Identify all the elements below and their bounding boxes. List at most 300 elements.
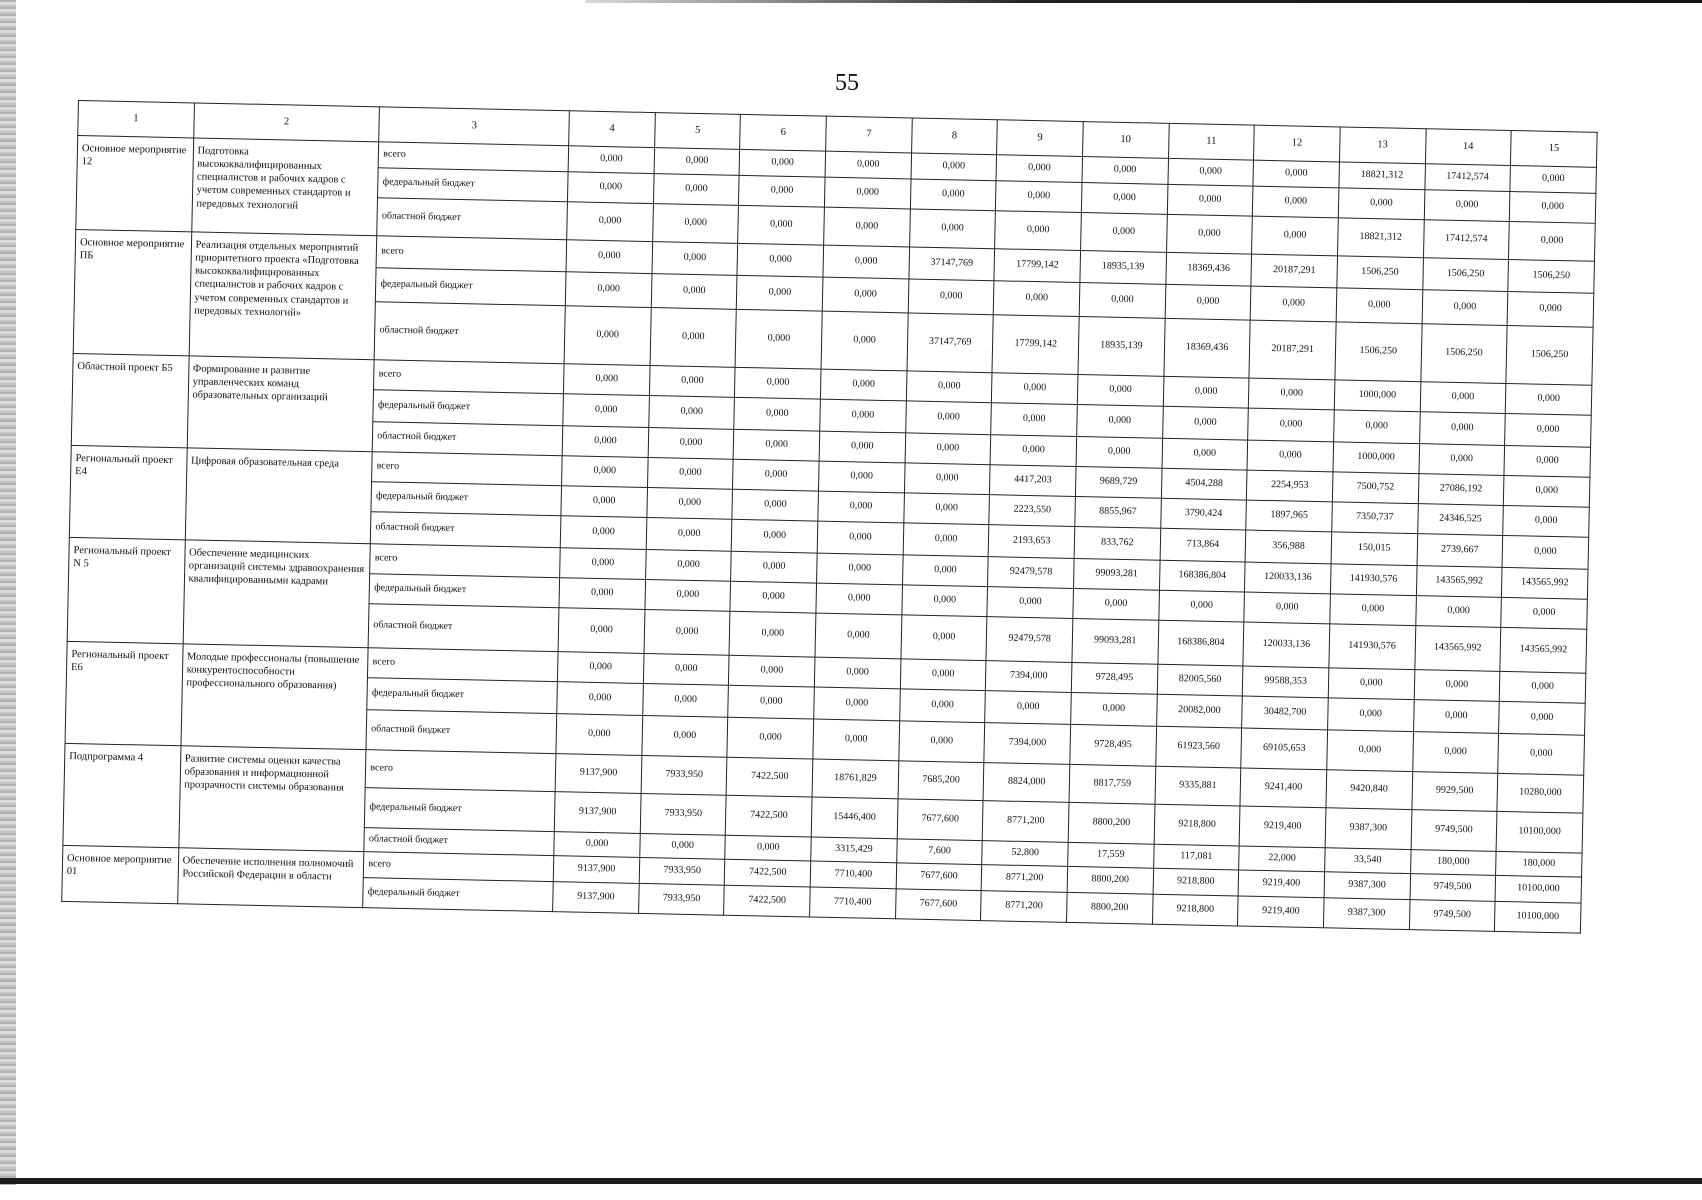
value-cell: 0,000 [1249, 378, 1335, 410]
value-cell: 0,000 [560, 516, 646, 550]
column-header-4: 4 [569, 111, 655, 148]
table-body [62, 136, 1597, 934]
value-cell: 17412,574 [1423, 220, 1509, 260]
value-cell: 27086,192 [1418, 474, 1504, 506]
value-cell: 141930,576 [1330, 564, 1416, 596]
value-cell: 0,000 [554, 832, 640, 858]
value-cell: 0,000 [818, 491, 904, 523]
column-header-6: 6 [740, 114, 826, 151]
value-cell: 0,000 [556, 714, 642, 756]
value-cell: 18369,436 [1164, 318, 1251, 378]
value-cell: 8771,200 [982, 865, 1068, 893]
column-header-14: 14 [1425, 129, 1511, 166]
item-type-cell: Основное мероприятие 12 [76, 136, 194, 232]
value-cell: 37147,769 [907, 313, 994, 373]
value-cell: 30482,700 [1242, 696, 1328, 730]
value-cell: 82005,560 [1157, 664, 1243, 696]
value-cell: 18935,139 [1080, 251, 1166, 285]
value-cell: 0,000 [564, 306, 651, 366]
value-cell: 15446,400 [811, 797, 897, 839]
value-cell: 0,000 [1413, 700, 1499, 734]
value-cell: 0,000 [1330, 594, 1416, 626]
value-cell: 7422,500 [724, 885, 810, 917]
value-cell: 0,000 [1327, 730, 1413, 772]
value-cell: 0,000 [1328, 698, 1414, 732]
value-cell: 0,000 [1510, 166, 1596, 194]
value-cell: 0,000 [1334, 410, 1420, 444]
column-header-12: 12 [1254, 125, 1340, 162]
value-cell: 99093,281 [1072, 618, 1159, 664]
value-cell: 8800,200 [1067, 892, 1153, 924]
value-cell: 0,000 [557, 682, 643, 716]
document-sheet [58, 100, 1598, 1082]
value-cell: 0,000 [1338, 188, 1424, 220]
value-cell: 0,000 [1420, 382, 1506, 414]
value-cell: 20082,000 [1156, 694, 1242, 728]
value-cell: 143565,992 [1500, 627, 1587, 673]
value-cell: 0,000 [652, 242, 738, 276]
value-cell: 9137,900 [553, 856, 639, 884]
value-cell: 9749,500 [1409, 900, 1495, 932]
value-cell: 52,800 [982, 841, 1068, 867]
value-cell: 9218,800 [1152, 894, 1238, 926]
value-cell: 0,000 [994, 281, 1080, 317]
value-cell: 18935,139 [1078, 317, 1165, 377]
value-cell: 0,000 [902, 555, 988, 587]
value-cell: 9387,300 [1325, 808, 1411, 850]
item-type-cell: Подпрограмма 4 [63, 743, 181, 847]
column-header-5: 5 [654, 113, 740, 150]
value-cell: 0,000 [645, 549, 731, 581]
value-cell: 0,000 [910, 179, 996, 211]
funding-source-cell: федеральный бюджет [371, 482, 561, 516]
value-cell: 9218,800 [1154, 804, 1240, 846]
value-cell: 0,000 [1250, 286, 1336, 322]
item-description-cell: Обеспечение медицинских организаций системы здравоохранения квалифицированными кадрами [183, 540, 371, 648]
value-cell: 0,000 [729, 655, 815, 687]
value-cell: 1506,250 [1422, 258, 1508, 292]
value-cell: 7677,600 [896, 863, 982, 891]
value-cell: 1506,250 [1337, 256, 1423, 290]
value-cell: 0,000 [565, 272, 651, 308]
value-cell: 0,000 [648, 428, 734, 460]
value-cell: 2193,653 [989, 525, 1075, 559]
value-cell: 0,000 [1505, 383, 1591, 415]
value-cell: 7500,752 [1332, 472, 1418, 504]
value-cell: 0,000 [820, 369, 906, 401]
value-cell: 7933,950 [639, 857, 725, 885]
value-cell: 18369,436 [1166, 252, 1252, 286]
value-cell: 0,000 [645, 579, 731, 611]
value-cell: 0,000 [1158, 590, 1244, 622]
value-cell: 0,000 [732, 519, 818, 553]
value-cell: 33,540 [1325, 848, 1411, 874]
value-cell: 120033,136 [1245, 562, 1331, 594]
value-cell: 0,000 [737, 243, 823, 277]
value-cell: 0,000 [643, 683, 729, 717]
value-cell: 833,762 [1074, 526, 1160, 560]
value-cell: 0,000 [568, 172, 654, 204]
value-cell: 0,000 [1244, 592, 1330, 624]
value-cell: 0,000 [734, 397, 820, 431]
value-cell: 24346,525 [1417, 504, 1503, 536]
value-cell: 9420,840 [1326, 770, 1412, 810]
value-cell: 0,000 [652, 204, 738, 244]
column-header-10: 10 [1083, 122, 1169, 159]
value-cell: 0,000 [1509, 192, 1595, 224]
value-cell: 17412,574 [1424, 164, 1510, 192]
value-cell: 0,000 [825, 177, 911, 209]
funding-source-cell: областной бюджет [374, 302, 565, 364]
column-header-11: 11 [1168, 123, 1254, 160]
value-cell: 9219,400 [1238, 870, 1324, 898]
value-cell: 120033,136 [1243, 622, 1330, 668]
value-cell: 0,000 [646, 518, 732, 552]
value-cell: 0,000 [819, 431, 905, 463]
value-cell: 0,000 [647, 458, 733, 490]
value-cell: 10280,000 [1497, 773, 1584, 813]
value-cell: 9241,400 [1240, 768, 1326, 808]
value-cell: 9749,500 [1410, 874, 1496, 902]
value-cell: 0,000 [1081, 183, 1167, 215]
value-cell: 9137,900 [553, 882, 639, 914]
value-cell: 0,000 [1162, 406, 1248, 440]
item-type-cell: Региональный проект N 5 [67, 537, 185, 643]
value-cell: 0,000 [1509, 222, 1596, 262]
value-cell: 0,000 [911, 153, 997, 181]
value-cell: 0,000 [1168, 158, 1254, 186]
value-cell: 7394,000 [986, 661, 1072, 693]
value-cell: 0,000 [996, 181, 1082, 213]
value-cell: 0,000 [987, 587, 1073, 619]
value-cell: 20187,291 [1251, 254, 1337, 288]
value-cell: 0,000 [992, 373, 1078, 405]
value-cell: 99093,281 [1074, 558, 1160, 590]
value-cell: 1506,250 [1506, 325, 1593, 385]
value-cell: 117,081 [1153, 844, 1239, 870]
value-cell: 0,000 [738, 205, 824, 245]
value-cell: 713,864 [1160, 528, 1246, 562]
value-cell: 0,000 [900, 659, 986, 691]
funding-source-cell: федеральный бюджет [367, 678, 558, 714]
value-cell: 0,000 [904, 493, 990, 525]
item-description-cell: Цифровая образовательная среда [185, 448, 373, 544]
column-header-7: 7 [826, 116, 912, 153]
value-cell: 0,000 [904, 463, 990, 495]
column-header-15: 15 [1511, 131, 1597, 168]
value-cell: 0,000 [649, 396, 735, 430]
value-cell: 0,000 [906, 371, 992, 403]
value-cell: 8800,200 [1067, 866, 1153, 894]
value-cell: 0,000 [902, 585, 988, 617]
value-cell: 0,000 [1253, 186, 1339, 218]
funding-source-cell: федеральный бюджет [378, 168, 568, 202]
value-cell: 7,600 [896, 839, 982, 865]
value-cell: 0,000 [908, 279, 994, 315]
funding-source-cell: всего [364, 852, 554, 882]
value-cell: 0,000 [649, 366, 735, 398]
value-cell: 0,000 [985, 691, 1071, 725]
value-cell: 0,000 [654, 148, 740, 176]
value-cell: 0,000 [1077, 375, 1163, 407]
value-cell: 9689,729 [1075, 466, 1161, 498]
value-cell: 0,000 [642, 715, 728, 757]
value-cell: 0,000 [739, 175, 825, 207]
value-cell: 9929,500 [1412, 772, 1498, 812]
value-cell: 0,000 [566, 240, 652, 274]
value-cell: 0,000 [1505, 413, 1591, 447]
value-cell: 2254,953 [1247, 470, 1333, 502]
value-cell: 0,000 [651, 274, 737, 310]
value-cell: 9219,400 [1239, 806, 1325, 848]
funding-source-cell: областной бюджет [372, 422, 562, 456]
value-cell: 8771,200 [983, 801, 1069, 843]
item-description-cell: Молодые профессионалы (повышение конкурентоспособности профессионального образования) [181, 644, 369, 750]
value-cell: 9728,495 [1071, 662, 1157, 694]
item-type-cell: Региональный проект Е4 [69, 445, 186, 539]
value-cell: 92479,578 [988, 557, 1074, 589]
funding-source-cell: областной бюджет [368, 604, 559, 652]
value-cell: 2739,667 [1417, 534, 1503, 568]
value-cell: 0,000 [817, 521, 903, 555]
value-cell: 0,000 [1082, 157, 1168, 185]
item-type-cell: Областной проект Б5 [71, 353, 188, 447]
value-cell: 9387,300 [1324, 872, 1410, 900]
funding-source-cell: всего [372, 452, 562, 486]
value-cell: 0,000 [996, 155, 1082, 183]
value-cell: 8817,759 [1069, 764, 1155, 804]
value-cell: 0,000 [643, 653, 729, 685]
value-cell: 1000,000 [1333, 442, 1419, 474]
value-cell: 10100,000 [1495, 901, 1581, 933]
value-cell: 37147,769 [909, 247, 995, 281]
value-cell: 4504,288 [1161, 468, 1247, 500]
value-cell: 0,000 [1498, 733, 1585, 775]
value-cell: 1897,965 [1246, 500, 1332, 532]
value-cell: 0,000 [824, 207, 910, 247]
value-cell: 0,000 [822, 277, 908, 313]
value-cell: 0,000 [1166, 214, 1252, 254]
column-header-1: 1 [78, 101, 194, 138]
value-cell: 141930,576 [1329, 624, 1416, 670]
value-cell: 9137,900 [555, 754, 641, 794]
value-cell: 0,000 [1504, 475, 1590, 507]
value-cell: 0,000 [814, 687, 900, 721]
value-cell: 17799,142 [992, 315, 1079, 375]
value-cell: 0,000 [821, 311, 908, 371]
value-cell: 0,000 [1503, 505, 1589, 537]
item-description-cell: Реализация отдельных мероприятий приоритетного проекта «Подготовка высококвалифицированных специалистов и рабочих кадров с учетом современных стандартов и передовых технологий» [189, 232, 377, 360]
value-cell: 0,000 [813, 719, 899, 761]
value-cell: 92479,578 [986, 617, 1073, 663]
value-cell: 7685,200 [898, 761, 984, 801]
value-cell: 0,000 [737, 275, 823, 311]
funding-source-cell: федеральный бюджет [373, 390, 564, 426]
item-type-cell: Основное мероприятие ПБ [73, 229, 191, 355]
value-cell: 7710,400 [810, 861, 896, 889]
value-cell: 0,000 [1419, 444, 1505, 476]
value-cell: 10100,000 [1496, 811, 1583, 853]
value-cell: 8855,967 [1075, 496, 1161, 528]
value-cell: 1506,250 [1335, 322, 1422, 382]
value-cell: 7677,600 [895, 889, 981, 921]
value-cell: 0,000 [735, 309, 822, 369]
value-cell: 0,000 [1165, 284, 1251, 320]
value-cell: 0,000 [558, 652, 644, 684]
value-cell: 0,000 [644, 609, 731, 655]
value-cell: 9387,300 [1323, 898, 1409, 930]
value-cell: 0,000 [1077, 404, 1163, 438]
value-cell: 0,000 [816, 583, 902, 615]
value-cell: 0,000 [731, 551, 817, 583]
value-cell: 1506,250 [1420, 324, 1507, 384]
value-cell: 0,000 [820, 399, 906, 433]
value-cell: 7933,950 [641, 755, 727, 795]
value-cell: 0,000 [1071, 692, 1157, 726]
funding-source-cell: областной бюджет [377, 198, 568, 240]
funding-source-cell: федеральный бюджет [376, 268, 567, 306]
value-cell: 0,000 [562, 456, 648, 488]
column-header-3: 3 [379, 107, 570, 146]
value-cell: 8771,200 [981, 891, 1067, 923]
value-cell: 0,000 [558, 608, 645, 654]
value-cell: 7677,600 [897, 799, 983, 841]
value-cell: 168386,804 [1159, 560, 1245, 592]
value-cell: 0,000 [1415, 596, 1501, 628]
funding-source-cell: всего [368, 648, 558, 682]
value-cell: 18821,312 [1339, 162, 1425, 190]
value-cell: 0,000 [647, 488, 733, 520]
item-description-cell: Развитие системы оценки качества образования и информационной прозрачности системы образования [178, 746, 366, 852]
value-cell: 0,000 [1499, 701, 1585, 735]
value-cell: 18821,312 [1337, 218, 1423, 258]
item-type-cell: Основное мероприятие 01 [62, 845, 179, 903]
funding-source-cell: областной бюджет [366, 710, 557, 754]
value-cell: 0,000 [1253, 160, 1339, 188]
value-cell: 0,000 [725, 835, 811, 861]
value-cell: 0,000 [819, 461, 905, 493]
value-cell: 9728,495 [1070, 724, 1156, 766]
value-cell: 180,000 [1410, 850, 1496, 876]
item-description-cell: Подготовка высококвалифицированных специалистов и рабочих кадров с учетом современных стандартов и передовых технологий [191, 138, 379, 236]
value-cell: 0,000 [909, 209, 995, 249]
value-cell: 0,000 [1424, 190, 1510, 222]
value-cell: 8800,200 [1068, 802, 1154, 844]
item-type-cell: Региональный проект Е6 [65, 641, 183, 745]
value-cell: 0,000 [727, 717, 813, 759]
scan-edge-left [0, 0, 16, 1185]
item-description-cell: Обеспечение исполнения полномочий Российской Федерации в области [177, 848, 364, 908]
value-cell: 7394,000 [984, 723, 1070, 765]
value-cell: 0,000 [1504, 445, 1590, 477]
value-cell: 150,015 [1331, 532, 1417, 566]
value-cell: 0,000 [817, 553, 903, 585]
value-cell: 7710,400 [810, 887, 896, 919]
value-cell: 0,000 [733, 459, 819, 491]
value-cell: 9219,400 [1238, 896, 1324, 928]
value-cell: 0,000 [1419, 412, 1505, 446]
page-number: 55 [835, 70, 859, 96]
value-cell: 0,000 [564, 364, 650, 396]
funding-source-cell: федеральный бюджет [369, 574, 559, 608]
value-cell: 3315,429 [811, 837, 897, 863]
value-cell: 0,000 [815, 613, 902, 659]
value-cell: 1000,000 [1334, 380, 1420, 412]
value-cell: 0,000 [1336, 288, 1422, 324]
value-cell: 168386,804 [1158, 620, 1245, 666]
value-cell: 0,000 [814, 657, 900, 689]
value-cell: 0,000 [650, 308, 737, 368]
value-cell: 8824,000 [983, 763, 1069, 803]
value-cell: 0,000 [905, 433, 991, 465]
value-cell: 143565,992 [1416, 566, 1502, 598]
value-cell: 7933,950 [638, 883, 724, 915]
funding-source-cell: всего [365, 750, 556, 792]
funding-source-cell: всего [370, 544, 560, 578]
value-cell: 7933,950 [640, 793, 726, 835]
value-cell: 0,000 [991, 403, 1077, 437]
value-cell: 0,000 [734, 429, 820, 461]
value-cell: 0,000 [901, 615, 988, 661]
value-cell: 9335,881 [1155, 766, 1241, 806]
value-cell: 3790,424 [1160, 498, 1246, 530]
value-cell: 17799,142 [994, 249, 1080, 283]
value-cell: 0,000 [1163, 376, 1249, 408]
value-cell: 7350,737 [1332, 502, 1418, 534]
value-cell: 99588,353 [1243, 666, 1329, 698]
value-cell: 0,000 [899, 721, 985, 763]
value-cell: 10100,000 [1495, 875, 1581, 903]
scan-edge-top [585, 0, 1702, 3]
value-cell: 0,000 [1248, 408, 1334, 442]
value-cell: 0,000 [562, 426, 648, 458]
value-cell: 143565,992 [1502, 567, 1588, 599]
value-cell: 0,000 [1252, 216, 1338, 256]
value-cell: 0,000 [1507, 291, 1593, 327]
value-cell: 0,000 [1422, 290, 1508, 326]
value-cell: 0,000 [560, 548, 646, 580]
value-cell: 356,988 [1245, 530, 1331, 564]
value-cell: 0,000 [990, 435, 1076, 467]
budget-table [61, 100, 1597, 934]
value-cell: 0,000 [732, 489, 818, 521]
value-cell: 0,000 [995, 211, 1081, 251]
value-cell: 9749,500 [1411, 810, 1497, 852]
value-cell: 69105,653 [1241, 728, 1327, 770]
value-cell: 2223,550 [989, 495, 1075, 527]
column-header-13: 13 [1339, 127, 1425, 164]
value-cell: 0,000 [1073, 588, 1159, 620]
value-cell: 18761,829 [812, 759, 898, 799]
funding-source-cell: всего [374, 360, 564, 394]
value-cell: 0,000 [903, 523, 989, 557]
column-header-9: 9 [997, 120, 1083, 157]
value-cell: 0,000 [559, 578, 645, 610]
value-cell: 22,000 [1239, 846, 1325, 872]
value-cell: 20187,291 [1249, 320, 1336, 380]
value-cell: 1506,250 [1508, 259, 1594, 293]
funding-source-cell: всего [378, 142, 568, 172]
value-cell: 0,000 [653, 174, 739, 206]
value-cell: 0,000 [1247, 440, 1333, 472]
value-cell: 0,000 [1499, 671, 1585, 703]
value-cell: 7422,500 [726, 795, 812, 837]
value-cell: 17,559 [1068, 842, 1154, 868]
value-cell: 0,000 [1162, 438, 1248, 470]
value-cell: 0,000 [1501, 597, 1587, 629]
value-cell: 0,000 [730, 581, 816, 613]
scan-edge-bottom [0, 1178, 1702, 1184]
